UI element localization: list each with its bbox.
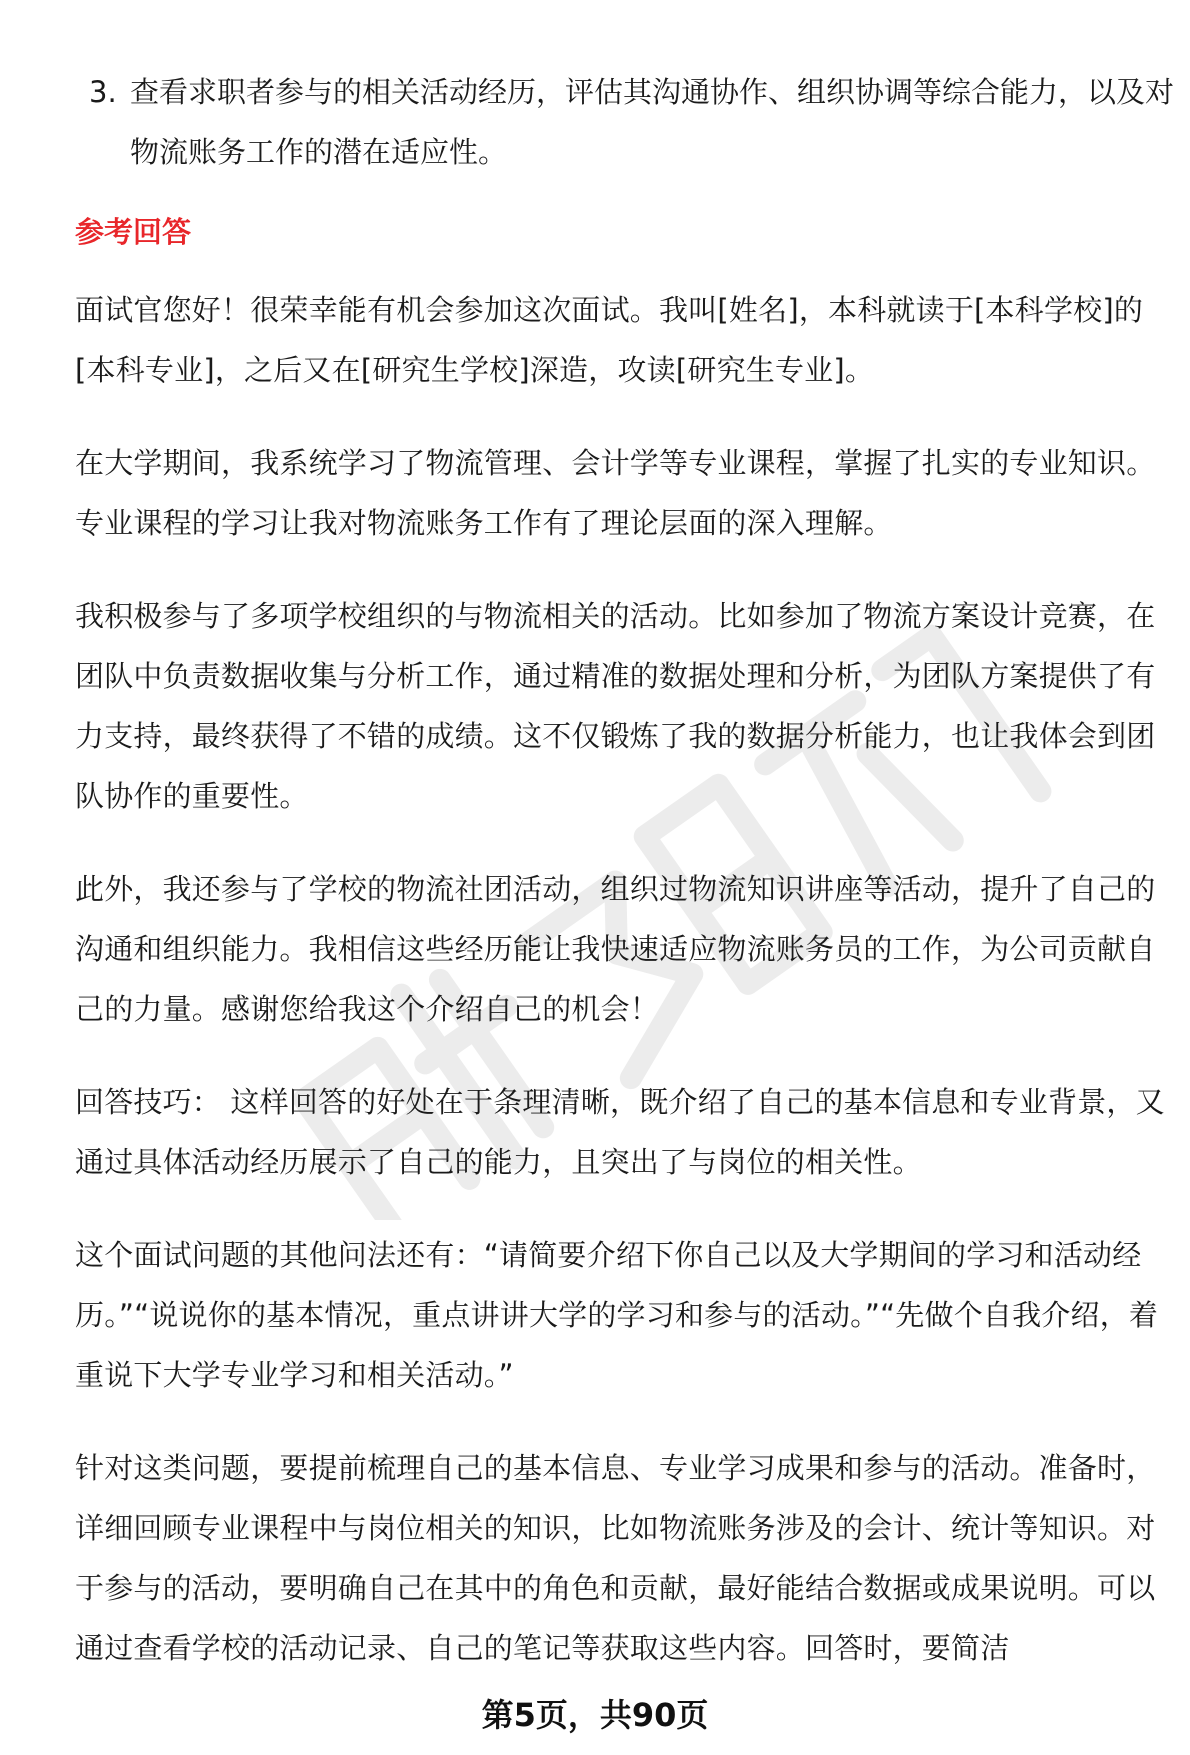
answer-paragraph-2: 在大学期间，我系统学习了物流管理、会计学等专业课程，掌握了扎实的专业知识。专业课程的学习让我对物流账务工作有了理论层面的深入理解。 bbox=[75, 446, 1156, 540]
answer-tips-paragraph: 回答技巧： 这样回答的好处在于条理清晰，既介绍了自己的基本信息和专业背景，又通过具体活动经历展示了自己的能力，且突出了与岗位的相关性。 bbox=[75, 1085, 1165, 1179]
answer-paragraph-1: 面试官您好！很荣幸能有机会参加这次面试。我叫[姓名]，本科就读于[本科学校]的[本科专业]，之后又在[研究生学校]深造，攻读[研究生专业]。 bbox=[75, 293, 1144, 387]
reference-answer-heading: 参考回答 bbox=[75, 215, 192, 249]
alternative-questions-paragraph: 这个面试问题的其他问法还有：“请简要介绍下你自己以及大学期间的学习和活动经历。”“说说你的基本情况，重点讲讲大学的学习和参与的活动。”“先做个自我介绍，着重说下大学专业学习和相关活动。” bbox=[75, 1238, 1159, 1392]
answer-paragraph-4: 此外，我还参与了学校的物流社团活动，组织过物流知识讲座等活动，提升了自己的沟通和组织能力。我相信这些经历能让我快速适应物流账务员的工作，为公司贡献自己的力量。感谢您给我这个介绍自己的机会！ bbox=[75, 872, 1156, 1026]
list-item-3 bbox=[75, 62, 1175, 182]
document-content bbox=[75, 62, 1175, 1678]
answer-paragraph-3: 我积极参与了多项学校组织的与物流相关的活动。比如参加了物流方案设计竞赛，在团队中负责数据收集与分析工作，通过精准的数据处理和分析，为团队方案提供了有力支持，最终获得了不错的成绩。这不仅锻炼了我的数据分析能力，也让我体会到团队协作的重要性。 bbox=[75, 599, 1156, 813]
list-item-number: 3. bbox=[89, 75, 117, 109]
page-number-footer: 第5页，共90页 bbox=[481, 1696, 709, 1734]
preparation-advice-paragraph: 针对这类问题，要提前梳理自己的基本信息、专业学习成果和参与的活动。准备时，详细回顾专业课程中与岗位相关的知识，比如物流账务涉及的会计、统计等知识。对于参与的活动，要明确自己在其中的角色和贡献，最好能结合数据或成果说明。可以通过查看学校的活动记录、自己的笔记等获取这些内容。回答时，要简洁 bbox=[75, 1451, 1156, 1665]
list-item-text: 查看求职者参与的相关活动经历，评估其沟通协作、组织协调等综合能力，以及对物流账务工作的潜在适应性。 bbox=[130, 75, 1175, 169]
